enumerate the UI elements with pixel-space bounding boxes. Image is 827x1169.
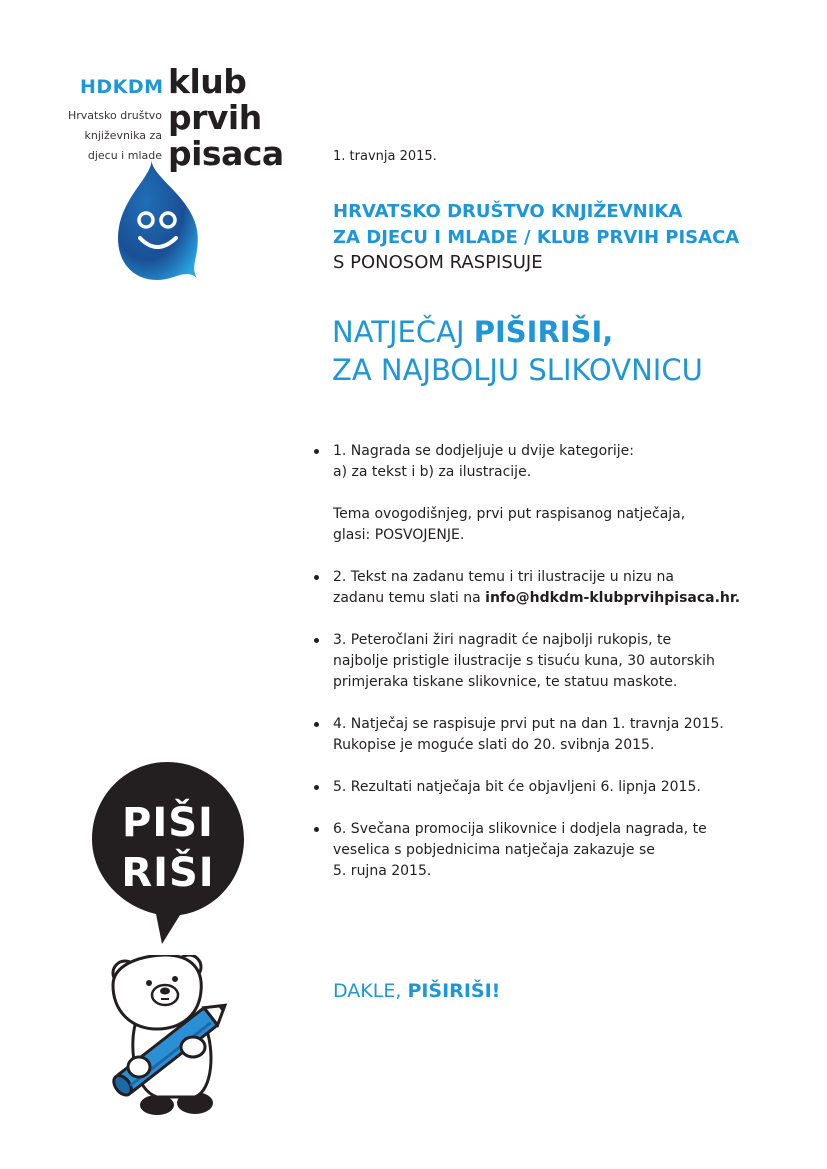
logo-description: [40, 106, 162, 166]
rule-text: Tema ovogodišnjeg, prvi put raspisanog natječaja,: [333, 506, 686, 522]
rule-text: najbolje pristigle ilustracije s tisuću kuna, 30 autorskih: [333, 653, 715, 669]
rule-text: zadanu temu slati na: [333, 590, 486, 606]
logo-desc-line: književnika za: [84, 129, 162, 142]
speech-bubble-icon: [90, 760, 250, 950]
rule-item: [312, 630, 772, 693]
bullet-icon: [314, 575, 319, 580]
wordmark-line: prvih: [168, 98, 262, 137]
rule-text: 6. Svečana promocija slikovnice i dodjela nagrada, te: [333, 821, 707, 837]
bubble-line-1: PIŠI: [122, 800, 214, 846]
rule-text: glasi: POSVOJENJE.: [333, 527, 465, 543]
contest-title: [332, 313, 703, 389]
rule-item: [312, 567, 772, 609]
logo-desc-line: Hrvatsko društvo: [67, 109, 162, 122]
contact-email-link[interactable]: info@hdkdm-klubprvihpisaca.hr.: [485, 590, 741, 606]
wordmark-line: pisaca: [168, 134, 284, 173]
closing-prefix: DAKLE,: [333, 980, 408, 1002]
closing-highlight: PIŠIRIŠI!: [407, 980, 501, 1002]
rule-text: Rukopise je moguće slati do 20. svibnja 2015.: [333, 737, 655, 753]
org-line: HRVATSKO DRUŠTVO KNJIŽEVNIKA: [333, 201, 683, 222]
rule-text: 5. Rezultati natječaja bit će objavljeni 6. lipnja 2015.: [333, 779, 701, 795]
rule-text: 3. Peteročlani žiri nagradit će najbolji rukopis, te: [333, 632, 672, 648]
document-date: 1. travnja 2015.: [333, 149, 437, 164]
wordmark-line: klub: [168, 62, 247, 101]
rule-item: [312, 777, 772, 798]
bubble-line-2: RIŠI: [121, 850, 215, 896]
announcement-subtitle: S PONOSOM RASPISUJE: [333, 252, 543, 273]
rule-text: primjeraka tiskane slikovnice, te statuu maskote.: [333, 674, 678, 690]
rule-text: 1. Nagrada se dodjeljuje u dvije kategorije:: [333, 443, 634, 459]
rule-item: [312, 819, 772, 882]
bullet-icon: [314, 449, 319, 454]
rule-text: 2. Tekst na zadanu temu i tri ilustracije u nizu na: [333, 569, 674, 585]
logo-wordmark: [168, 64, 284, 172]
title-line2: ZA NAJBOLJU SLIKOVNICU: [332, 353, 703, 387]
title-prefix: NATJEČAJ: [332, 315, 474, 349]
closing-line: [333, 980, 500, 1002]
bullet-icon: [314, 827, 319, 832]
organization-name: [333, 199, 739, 251]
bullet-icon: [314, 638, 319, 643]
bear-with-pencil-icon: [95, 955, 245, 1125]
rule-text: veselica s pobjednicima natječaja zakazuje se: [333, 842, 655, 858]
rule-text: 5. rujna 2015.: [333, 863, 432, 879]
rule-item: [312, 714, 772, 756]
rule-text: 4. Natječaj se raspisuje prvi put na dan 1. travnja 2015.: [333, 716, 724, 732]
org-line: ZA DJECU I MLADE / KLUB PRVIH PISACA: [333, 227, 740, 248]
smiling-drop-icon: [118, 160, 198, 284]
rules-list: [312, 441, 772, 882]
bullet-icon: [314, 722, 319, 727]
logo-desc-line: djecu i mlade: [87, 149, 162, 162]
title-highlight: PIŠIRIŠI,: [473, 315, 614, 349]
rule-text: a) za tekst i b) za ilustracije.: [333, 464, 532, 480]
logo-abbr: HDKDM: [80, 76, 164, 98]
bullet-icon: [314, 785, 319, 790]
rule-item: [312, 441, 772, 546]
